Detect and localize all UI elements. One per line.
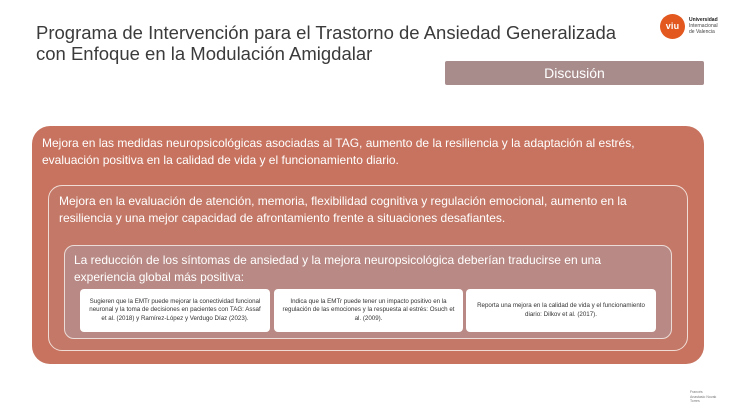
- university-logo: [660, 14, 732, 40]
- viu-logo-mark: viu: [660, 14, 685, 39]
- logo-text: [689, 17, 733, 35]
- footer-author: [690, 390, 730, 404]
- logo-line1: Universidad: [689, 17, 718, 23]
- evidence-card-3-text: Reporta una mejora en la calidad de vida y el funcionamiento diario: Dilkov et al. (2017).: [477, 302, 645, 318]
- outer-box-text: Mejora en las medidas neuropsicológicas asociadas al TAG, aumento de la resiliencia y la adaptación al estrés, evaluación positiva en la calidad de vida y el funcionamiento diario.: [42, 136, 635, 167]
- evidence-card-3: [466, 289, 656, 332]
- evidence-card-2-text: Indica que la EMTr puede tener un impacto positivo en la regulación de las emociones y la respuesta al estrés: Osuch et al. (2009).: [282, 298, 455, 322]
- slide-title: [36, 22, 636, 64]
- logo-line2: Internacional: [689, 23, 718, 29]
- slide-title-line1: Programa de Intervención para el Trastorno de Ansiedad Generalizada: [36, 22, 617, 43]
- evidence-card-1: [80, 289, 270, 332]
- evidence-card-2: [274, 289, 463, 332]
- footer-line3: Torres: [690, 399, 700, 403]
- middle-box-text: Mejora en la evaluación de atención, memoria, flexibilidad cognitiva y regulación emocional, aumento en la resiliencia y una mejor capacidad de afrontamiento frente a situaciones desafiantes.: [59, 194, 627, 225]
- footer-line1: Francés: [690, 390, 703, 394]
- logo-line3: de Valencia: [689, 29, 715, 35]
- section-label: Discusión: [445, 61, 704, 85]
- inner-box-text: La reducción de los síntomas de ansiedad y la mejora neuropsicológica deberían traducirse en una experiencia global más positiva:: [74, 253, 601, 284]
- evidence-card-1-text: Sugieren que la EMTr puede mejorar la conectividad funcional neuronal y la toma de decisiones en pacientes con TAG: Assaf et al. (2018) y Ramírez-López y Verdugo Díaz (2023).: [89, 298, 261, 322]
- slide-title-line2: con Enfoque en la Modulación Amigdalar: [36, 43, 373, 64]
- footer-line2: Anastasio Novak: [690, 394, 717, 399]
